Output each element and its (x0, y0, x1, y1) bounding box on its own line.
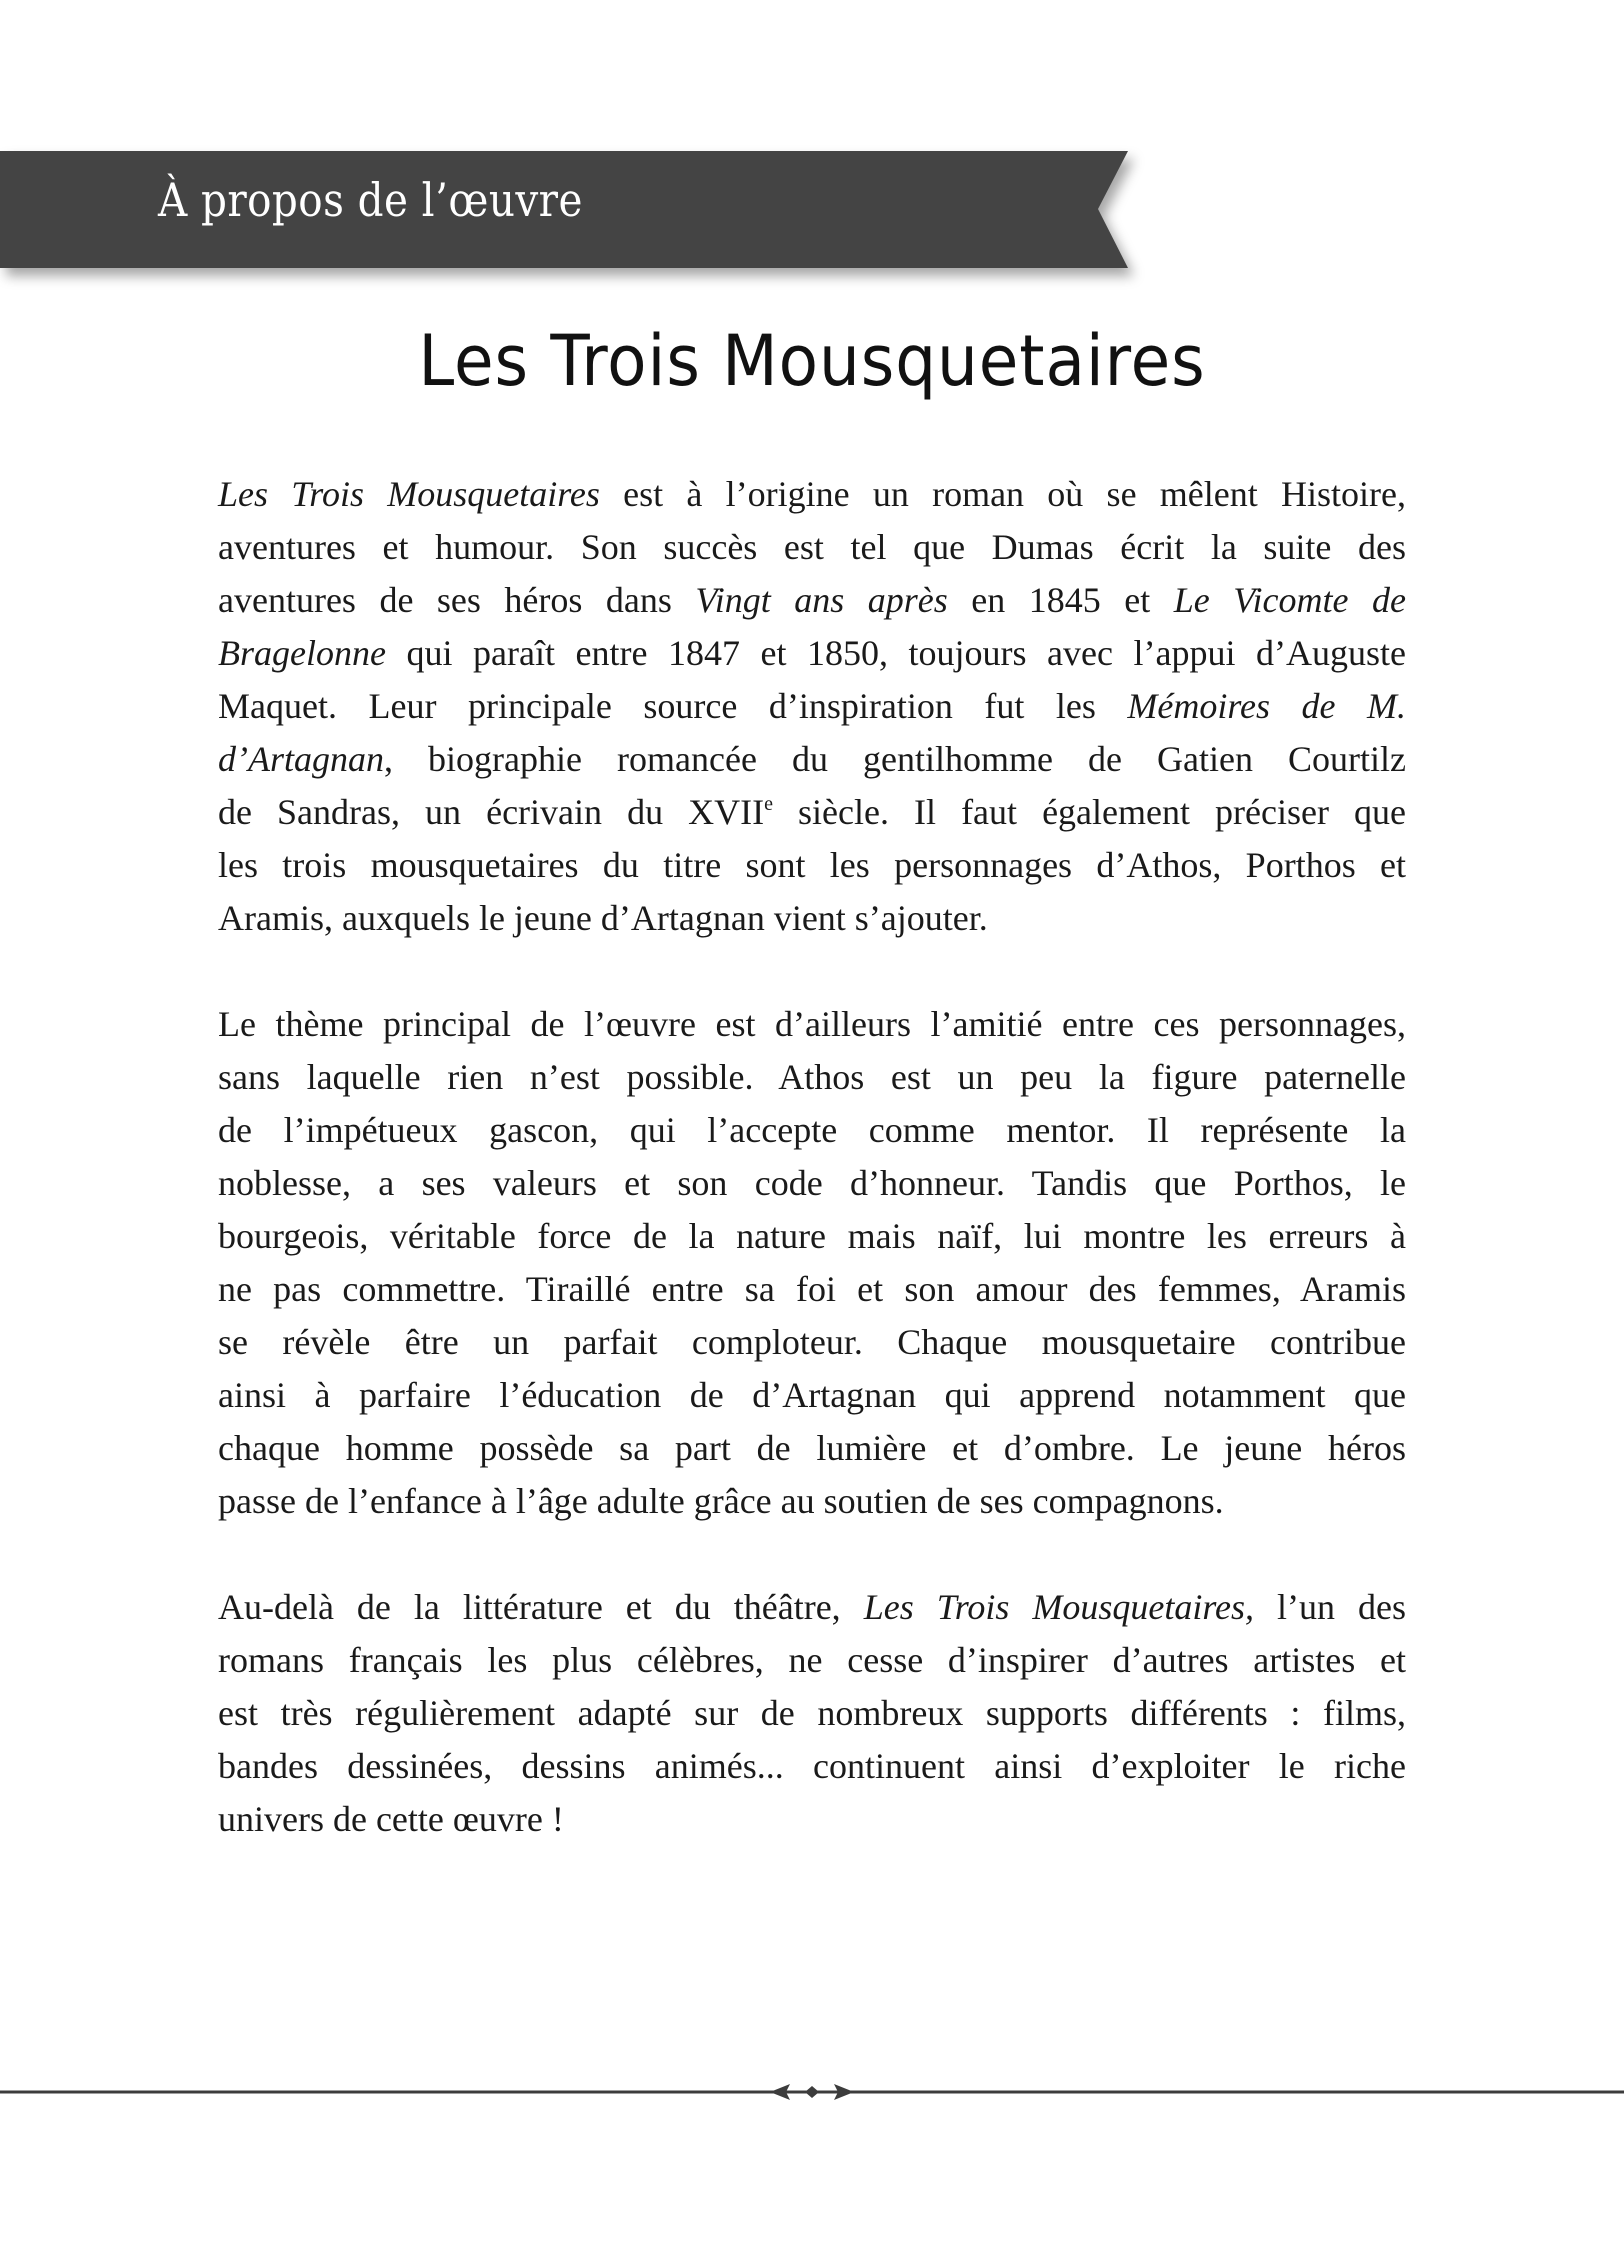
text-line (218, 1740, 1406, 1793)
text-line (218, 1422, 1406, 1475)
text-run: romans français les plus célèbres, ne cesse d’inspirer d’autres artistes et (218, 1640, 1406, 1680)
text-line (218, 1475, 1406, 1528)
italic-title: Vingt ans après (695, 580, 948, 620)
text-line (218, 1793, 1406, 1846)
text-run: de l’impétueux gascon, qui l’accepte comme mentor. Il représente la (218, 1110, 1406, 1150)
body-text (218, 468, 1406, 1899)
text-line (218, 1104, 1406, 1157)
ornamental-divider (0, 2080, 1624, 2104)
text-line (218, 1634, 1406, 1687)
text-line (218, 1687, 1406, 1740)
paragraph (218, 1581, 1406, 1846)
text-line (218, 1157, 1406, 1210)
text-run: l’un des (1254, 1587, 1407, 1627)
text-run: en 1845 et (947, 580, 1174, 620)
text-run: univers de cette œuvre ! (218, 1799, 564, 1839)
text-line (218, 521, 1406, 574)
text-run: ainsi à parfaire l’éducation de d’Artagnan qui apprend notamment que (218, 1375, 1406, 1415)
text-run: Au-delà de la littérature et du théâtre, (218, 1587, 864, 1627)
text-line (218, 1051, 1406, 1104)
text-line (218, 839, 1406, 892)
text-line (218, 1210, 1406, 1263)
italic-title: Les Trois Mousquetaires, (863, 1587, 1255, 1627)
text-line (218, 680, 1406, 733)
text-line (218, 892, 1406, 945)
text-run: est très régulièrement adapté sur de nombreux supports différents : films, (218, 1693, 1406, 1733)
text-line (218, 468, 1406, 521)
italic-title: d’Artagnan (218, 739, 384, 779)
text-line (218, 627, 1406, 680)
text-line (218, 1316, 1406, 1369)
text-run: ne pas commettre. Tiraillé entre sa foi et son amour des femmes, Aramis (218, 1269, 1406, 1309)
text-line (218, 733, 1406, 786)
text-run: chaque homme possède sa part de lumière et d’ombre. Le jeune héros (218, 1428, 1406, 1468)
text-run: bandes dessinées, dessins animés... continuent ainsi d’exploiter le riche (218, 1746, 1406, 1786)
italic-title: Le Vicomte de (1173, 580, 1406, 620)
banner-label: À propos de l’œuvre (158, 173, 583, 227)
paragraph (218, 998, 1406, 1528)
text-run: noblesse, a ses valeurs et son code d’honneur. Tandis que Porthos, le (218, 1163, 1406, 1203)
page-title: Les Trois Mousquetaires (418, 320, 1206, 402)
text-run: Aramis, auxquels le jeune d’Artagnan vient s’ajouter. (218, 898, 988, 938)
text-run: Maquet. Leur principale source d’inspiration fut les (218, 686, 1128, 726)
text-line (218, 574, 1406, 627)
text-run: qui paraît entre 1847 et 1850, toujours avec l’appui d’Auguste (385, 633, 1406, 673)
text-run: Le thème principal de l’œuvre est d’ailleurs l’amitié entre ces personnages, (218, 1004, 1406, 1044)
text-run: bourgeois, véritable force de la nature mais naïf, lui montre les erreurs à (218, 1216, 1406, 1256)
text-run: est à l’origine un roman où se mêlent Histoire, (599, 474, 1406, 514)
text-line (218, 998, 1406, 1051)
italic-title: Les Trois Mousquetaires (218, 474, 600, 514)
text-run: de Sandras, un écrivain du XVII (218, 792, 765, 832)
italic-title: Mémoires de M. (1127, 686, 1406, 726)
text-run: les trois mousquetaires du titre sont les personnages d’Athos, Porthos et (218, 845, 1406, 885)
text-line (218, 1263, 1406, 1316)
text-run: se révèle être un parfait comploteur. Chaque mousquetaire contribue (218, 1322, 1406, 1362)
text-run: , biographie romancée du gentilhomme de Gatien Courtilz (384, 739, 1406, 779)
section-banner (0, 151, 1130, 268)
paragraph (218, 468, 1406, 945)
text-line (218, 1369, 1406, 1422)
text-line (218, 786, 1406, 839)
text-run: sans laquelle rien n’est possible. Athos est un peu la figure paternelle (218, 1057, 1406, 1097)
text-run: aventures de ses héros dans (218, 580, 696, 620)
italic-title: Bragelonne (218, 633, 386, 673)
diamond-ornament-icon (805, 2086, 819, 2098)
text-run: passe de l’enfance à l’âge adulte grâce au soutien de ses compagnons. (218, 1481, 1224, 1521)
superscript: e (764, 793, 773, 815)
text-line (218, 1581, 1406, 1634)
text-run: aventures et humour. Son succès est tel que Dumas écrit la suite des (218, 527, 1406, 567)
text-run: siècle. Il faut également préciser que (772, 792, 1406, 832)
